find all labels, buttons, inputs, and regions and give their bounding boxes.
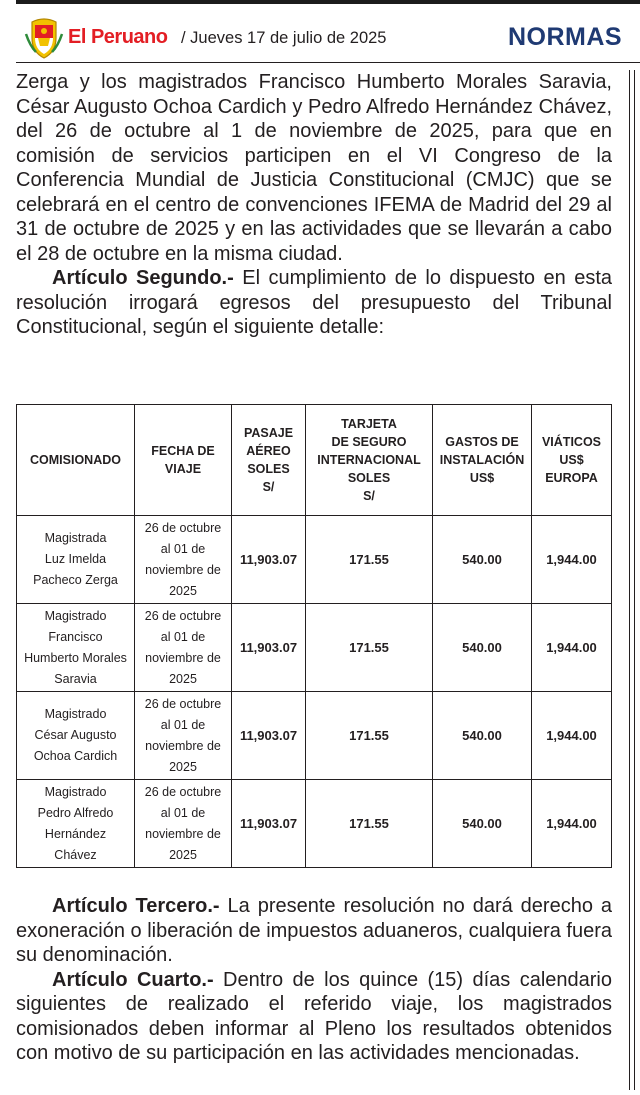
- cell-line: VIAJE: [164, 462, 202, 476]
- article-third: [16, 894, 612, 968]
- cell-line: AÉREO: [246, 444, 291, 458]
- cell-line: TARJETA: [341, 417, 397, 431]
- cell-pasaje: 11,903.07: [232, 516, 306, 604]
- table-header-row: [17, 405, 612, 516]
- header-tarjeta: [306, 405, 433, 516]
- cell-line: noviembre de: [145, 562, 221, 577]
- header-comisionado: [17, 405, 135, 516]
- cell-line: SOLES: [347, 471, 391, 485]
- header-gastos: [433, 405, 532, 516]
- cell-line: Luz Imelda: [44, 552, 107, 566]
- cell-line: 26 de octubre: [144, 520, 222, 535]
- cell-travel-date: [135, 516, 232, 604]
- paragraph-commission: Zerga y los magistrados Francisco Humberto Morales Saravia, César Augusto Ochoa Cardich y Pedro Alfredo Hernández Chávez, del 26 de octubre al 1 de noviembre de 2025, para que en comisión de servicios participen en el VI Congreso de la Conferencia Mundial de Justicia Constitucional (CMJC) que se celebrará en el centro de convenciones IFEMA de Madrid del 29 al 31 de octubre de 2025 y en las actividades que se llevarán a cabo el 28 de octubre en la misma ciudad.: [16, 71, 612, 265]
- cell-pasaje: 11,903.07: [232, 692, 306, 780]
- cell-line: 26 de octubre: [144, 608, 222, 623]
- cell-line: Pacheco Zerga: [33, 573, 118, 587]
- newspaper-brand: El Peruano: [68, 26, 168, 48]
- cell-line: INSTALACIÓN: [439, 453, 525, 467]
- cell-tarjeta: 171.55: [306, 780, 433, 868]
- header-fecha: [135, 405, 232, 516]
- article-fourth-text: Dentro de los quince (15) días calendario siguientes de realizado el referido viaje, los magistrados comisionados deben informar al Pleno los resultados obtenidos con motivo de su participación en las actividades mencionadas.: [16, 968, 612, 1064]
- cell-line: 2025: [169, 583, 197, 598]
- closing-articles: [16, 894, 612, 1066]
- article-third-title: Artículo Tercero.-: [52, 895, 220, 917]
- cell-gastos: 540.00: [433, 780, 532, 868]
- cell-gastos: 540.00: [433, 516, 532, 604]
- cell-travel-date: [135, 692, 232, 780]
- cell-commissioner: [17, 516, 135, 604]
- cell-gastos: 540.00: [433, 604, 532, 692]
- cell-line: al 01 de: [160, 805, 206, 820]
- cell-viaticos: 1,944.00: [532, 780, 612, 868]
- article-continuation: [16, 70, 612, 340]
- cell-line: VIÁTICOS: [541, 435, 602, 449]
- cell-gastos: 540.00: [433, 692, 532, 780]
- cell-line: EUROPA: [545, 471, 598, 485]
- cell-line: PASAJE: [243, 426, 294, 440]
- cell-commissioner: [17, 780, 135, 868]
- cell-line: Humberto Morales: [24, 650, 127, 665]
- cell-commissioner: [17, 604, 135, 692]
- cell-line: 2025: [169, 847, 197, 862]
- cell-line: Hernández: [44, 826, 107, 841]
- cell-travel-date: [135, 604, 232, 692]
- article-fourth: [16, 968, 612, 1066]
- expense-table: [16, 404, 612, 868]
- cell-line: US$: [559, 453, 584, 467]
- table-row: [17, 516, 612, 604]
- cell-pasaje: 11,903.07: [232, 604, 306, 692]
- cell-line: noviembre de: [145, 738, 221, 753]
- table-row: [17, 604, 612, 692]
- cell-line: DE SEGURO: [331, 435, 407, 449]
- cell-line: S/: [262, 480, 275, 494]
- cell-line: Pedro Alfredo: [37, 805, 114, 820]
- cell-line: Magistrado: [44, 784, 107, 799]
- header-divider: [16, 62, 640, 63]
- cell-tarjeta: 171.55: [306, 692, 433, 780]
- cell-line: 26 de octubre: [144, 696, 222, 711]
- page-header: [16, 0, 640, 62]
- cell-line: Magistrada: [44, 531, 107, 545]
- cell-pasaje: 11,903.07: [232, 780, 306, 868]
- cell-line: FECHA DE: [151, 444, 215, 458]
- cell-viaticos: 1,944.00: [532, 604, 612, 692]
- cell-line: Chávez: [54, 847, 97, 862]
- article-fourth-title: Artículo Cuarto.-: [52, 968, 214, 991]
- cell-line: 2025: [169, 671, 197, 686]
- cell-line: SOLES: [247, 462, 290, 476]
- cell-line: 26 de octubre: [144, 784, 222, 799]
- cell-line: COMISIONADO: [30, 453, 121, 467]
- cell-line: al 01 de: [160, 629, 206, 644]
- article-second-title: Artículo Segundo.-: [52, 267, 234, 289]
- cell-line: Magistrado: [44, 707, 107, 721]
- cell-line: al 01 de: [160, 541, 206, 556]
- article-second: [16, 266, 612, 340]
- cell-tarjeta: 171.55: [306, 604, 433, 692]
- table-row: [17, 692, 612, 780]
- cell-line: al 01 de: [160, 717, 206, 732]
- cell-line: Saravia: [54, 671, 97, 686]
- table-row: [17, 780, 612, 868]
- cell-travel-date: [135, 780, 232, 868]
- article-second-text: El cumplimiento de lo dispuesto en esta resolución irrogará egresos del presupuesto del Tribunal Constitucional, según el siguiente detalle:: [16, 267, 612, 338]
- cell-viaticos: 1,944.00: [532, 516, 612, 604]
- cell-line: INTERNACIONAL: [317, 453, 421, 467]
- cell-line: S/: [363, 489, 375, 503]
- cell-commissioner: [17, 692, 135, 780]
- section-title: NORMAS: [508, 23, 623, 51]
- cell-line: GASTOS DE: [445, 435, 519, 449]
- cell-line: noviembre de: [145, 650, 221, 665]
- cell-line: noviembre de: [145, 826, 221, 841]
- cell-viaticos: 1,944.00: [532, 692, 612, 780]
- cell-tarjeta: 171.55: [306, 516, 433, 604]
- cell-line: Francisco: [48, 629, 103, 644]
- column-divider: [629, 70, 635, 1090]
- cell-line: US$: [469, 471, 495, 485]
- cell-line: Magistrado: [44, 608, 107, 623]
- issue-date: / Jueves 17 de julio de 2025: [181, 29, 387, 47]
- cell-line: César Augusto: [34, 728, 117, 742]
- cell-line: 2025: [169, 759, 197, 774]
- coat-of-arms-icon: [24, 16, 64, 60]
- cell-line: Ochoa Cardich: [33, 749, 118, 763]
- header-viaticos: [532, 405, 612, 516]
- header-pasaje: [232, 405, 306, 516]
- article-third-text: La presente resolución no dará derecho a exoneración o liberación de impuestos aduaneros, cualquiera fuera su denominación.: [16, 895, 613, 966]
